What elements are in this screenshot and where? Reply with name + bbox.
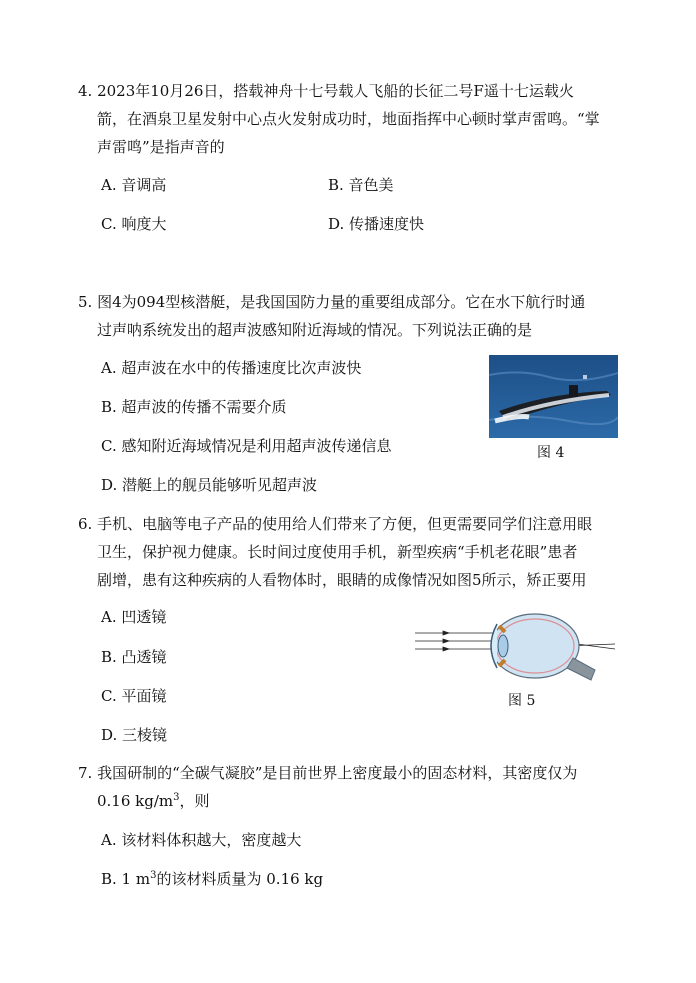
q6-option-d: D. 三棱镜 (101, 726, 168, 744)
q7-stem-line1: 7. 我国研制的“全碳气凝胶”是目前世界上密度最小的固态材料，其密度仅为 (78, 764, 578, 782)
q4-stem-line1: 4. 2023年10月26日，搭载神舟十七号载人飞船的长征二号F遥十七运载火 (78, 82, 574, 100)
q6-option-a: A. 凹透镜 (101, 608, 167, 626)
q7-density-exponent: 3 (173, 792, 180, 803)
q6-stem-line2: 卫生，保护视力健康。长时间过度使用手机，新型疾病“手机老花眼”患者 (97, 543, 578, 561)
q6-option-c: C. 平面镜 (101, 687, 167, 705)
q7-density-value: 0.16 kg/m (97, 792, 174, 810)
q7-stem-line2 (97, 791, 210, 811)
q5-option-b: B. 超声波的传播不需要介质 (101, 398, 287, 416)
q7-stem-tail: ，则 (179, 792, 210, 810)
q5-option-a: A. 超声波在水中的传播速度比次声波快 (101, 359, 362, 377)
submarine-photo (489, 355, 618, 438)
q5-option-c: C. 感知附近海域情况是利用超声波传递信息 (101, 437, 392, 455)
q4-option-c: C. 响度大 (101, 215, 167, 233)
q7-option-b (101, 869, 323, 889)
figure-4-caption: 图 4 (537, 445, 565, 461)
q4-option-b: B. 音色美 (328, 176, 394, 194)
q6-stem-line3: 剧增，患有这种疾病的人看物体时，眼睛的成像情况如图5所示，矫正要用 (97, 571, 587, 589)
eye-diagram (415, 612, 620, 684)
q7-option-b-exponent: 3 (150, 870, 157, 881)
q7-option-b-rest: 的该材料质量为 0.16 kg (156, 870, 324, 888)
q5-stem-line1: 5. 图4为094型核潜艇，是我国国防力量的重要组成部分。它在水下航行时通 (78, 293, 586, 311)
q5-option-d: D. 潜艇上的舰员能够听见超声波 (101, 476, 318, 494)
figure-5-caption: 图 5 (508, 693, 536, 709)
q4-stem-line3: 声雷鸣”是指声音的 (97, 138, 225, 156)
q4-option-a: A. 音调高 (101, 176, 167, 194)
q7-option-b-prefix: B. 1 m (101, 870, 151, 888)
q7-option-a: A. 该材料体积越大，密度越大 (101, 831, 302, 849)
q6-stem-line1: 6. 手机、电脑等电子产品的使用给人们带来了方便，但更需要同学们注意用眼 (78, 515, 593, 533)
q5-stem-line2: 过声呐系统发出的超声波感知附近海域的情况。下列说法正确的是 (97, 321, 533, 339)
q4-option-d: D. 传播速度快 (328, 215, 425, 233)
q4-stem-line2: 箭，在酒泉卫星发射中心点火发射成功时，地面指挥中心顿时掌声雷鸣。“掌 (97, 110, 600, 128)
q6-option-b: B. 凸透镜 (101, 648, 167, 666)
